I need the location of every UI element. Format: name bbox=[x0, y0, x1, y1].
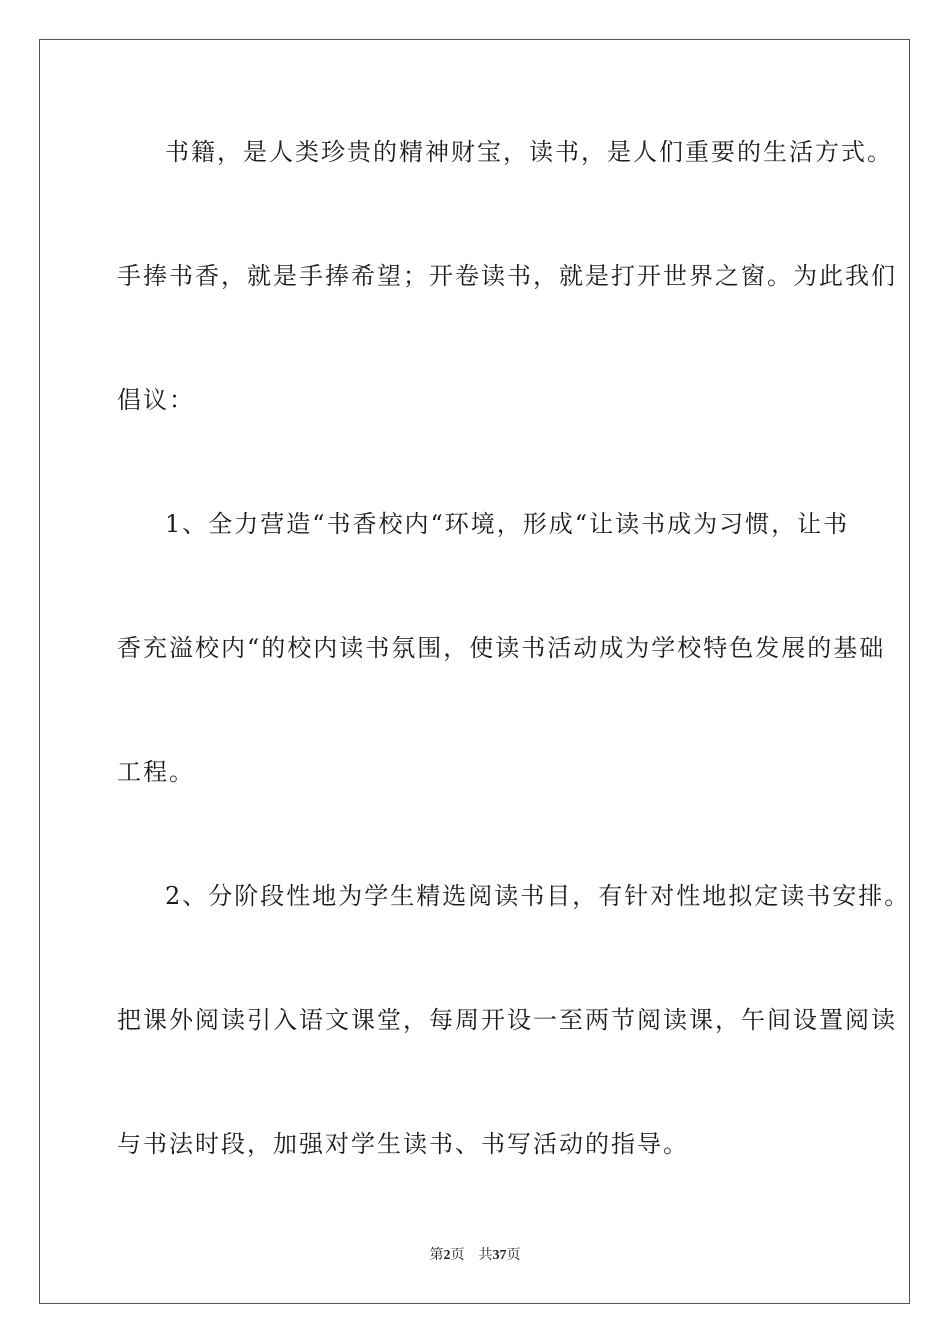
paragraph-2-line-2: 香充溢校内“的校内读书氛围，使读书活动成为学校特色发展的基础 bbox=[117, 634, 886, 662]
page-frame bbox=[39, 39, 910, 1304]
paragraph-1-line-3: 倡议： bbox=[117, 386, 195, 414]
paragraph-3-line-1: 2、分阶段性地为学生精选阅读书目，有针对性地拟定读书安排。 bbox=[165, 882, 911, 910]
total-label-suffix: 页 bbox=[506, 1247, 521, 1263]
page-footer bbox=[0, 1246, 950, 1265]
page-label-prefix: 第 bbox=[429, 1247, 444, 1263]
paragraph-3-line-2: 把课外阅读引入语文课堂，每周开设一至两节阅读课，午间设置阅读 bbox=[117, 1006, 897, 1034]
paragraph-2-line-1: 1、全力营造“书香校内“环境，形成“让读书成为习惯，让书 bbox=[165, 510, 850, 538]
paragraph-1-line-2: 手捧书香，就是手捧希望；开卷读书，就是打开世界之窗。为此我们 bbox=[117, 262, 897, 290]
paragraph-3-line-3: 与书法时段，加强对学生读书、书写活动的指导。 bbox=[117, 1130, 689, 1158]
page-number: 2 bbox=[443, 1248, 451, 1263]
paragraph-2-line-3: 工程。 bbox=[117, 758, 195, 786]
page-label-suffix: 页 bbox=[450, 1247, 465, 1263]
paragraph-1-line-1: 书籍，是人类珍贵的精神财宝，读书，是人们重要的生活方式。 bbox=[165, 138, 893, 166]
total-pages: 37 bbox=[492, 1248, 507, 1263]
total-label-prefix: 共 bbox=[478, 1247, 493, 1263]
